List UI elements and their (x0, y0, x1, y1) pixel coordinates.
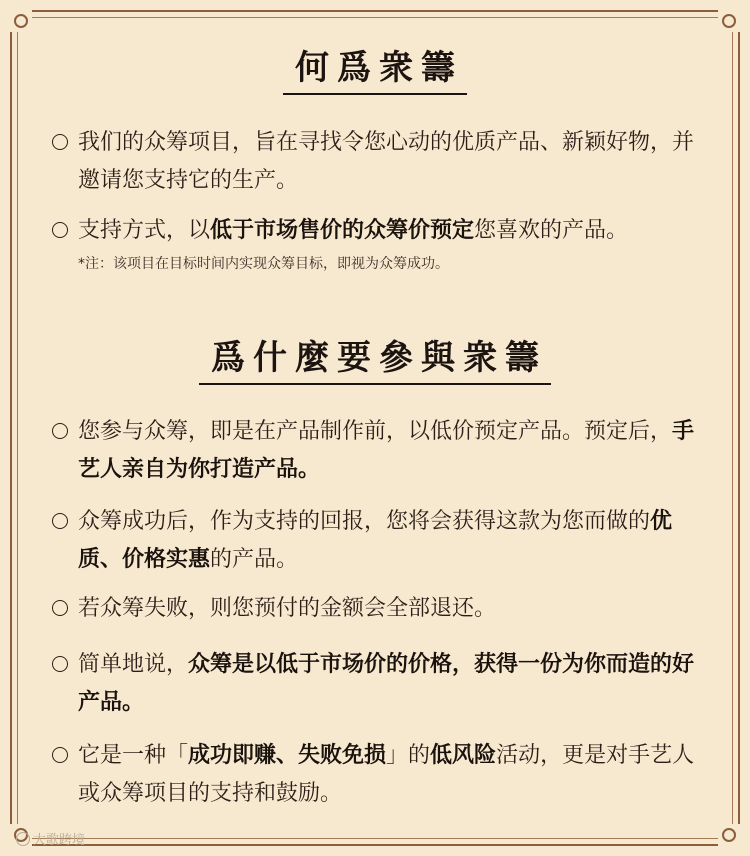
list-item-text (52, 413, 702, 489)
section-title-text: 爲什麼要參與衆籌 (199, 330, 551, 385)
list-item (52, 124, 702, 200)
list-item-text (52, 503, 702, 579)
list-item-text (52, 646, 702, 722)
footnote: *注：该项目在目标时间内实现众筹目标，即视为众筹成功。 (78, 256, 449, 272)
watermark-text: 大歌跨境 (33, 833, 86, 848)
list-item (52, 413, 702, 489)
text-segment: 」的 (386, 743, 431, 768)
emphasis-text: 低风险 (430, 743, 497, 768)
circle-bullet-icon (52, 222, 68, 238)
emphasis-text: 手艺人亲自为你打造产品。 (78, 419, 695, 482)
text-segment: 简单地说， (78, 652, 189, 677)
text-segment: 我们的众筹项目，旨在寻找令您心动的优质产品、新颖好物，并邀请您支持它的生产。 (78, 130, 695, 193)
text-segment: 若众筹失败，则您预付的金额会全部退还。 (78, 596, 497, 621)
emphasis-text: 众筹是以低于市场价的价格，获得一份为你而造的好产品。 (78, 652, 695, 715)
text-segment: 它是一种「 (78, 743, 189, 768)
text-segment: 活动，更是对手艺人或众筹项目的支持和鼓励。 (78, 743, 695, 806)
emphasis-text: 优质、价格实惠 (78, 509, 673, 572)
emphasis-text: 成功即赚、失败免损 (188, 743, 387, 768)
section-title-why-join-crowdfunding (0, 330, 750, 385)
circle-bullet-icon (52, 600, 68, 616)
circle-bullet-icon (52, 513, 68, 529)
text-segment: 您参与众筹，即是在产品制作前，以低价预定产品。预定后， (78, 419, 673, 444)
text-segment: 众筹成功后，作为支持的回报，您将会获得这款为您而做的 (78, 509, 651, 534)
circle-bullet-icon (52, 747, 68, 763)
list-item-text (52, 590, 702, 628)
text-segment: 您喜欢的产品。 (474, 218, 629, 243)
emphasis-text: 低于市场售价的众筹价预定 (210, 218, 475, 243)
watermark-logo-icon (16, 832, 30, 846)
list-item (52, 212, 702, 250)
list-item-text (52, 124, 702, 200)
section-title-what-is-crowdfunding (0, 40, 750, 95)
list-item (52, 646, 702, 722)
text-segment: 支持方式，以 (78, 218, 211, 243)
section-title-text: 何爲衆籌 (283, 40, 467, 95)
list-item (52, 590, 702, 628)
list-item-text (52, 212, 702, 250)
watermark (16, 829, 85, 848)
list-item (52, 503, 702, 579)
circle-bullet-icon (52, 423, 68, 439)
circle-bullet-icon (52, 134, 68, 150)
list-item (52, 737, 702, 813)
list-item-text (52, 737, 702, 813)
circle-bullet-icon (52, 656, 68, 672)
text-segment: 的产品。 (210, 547, 299, 572)
